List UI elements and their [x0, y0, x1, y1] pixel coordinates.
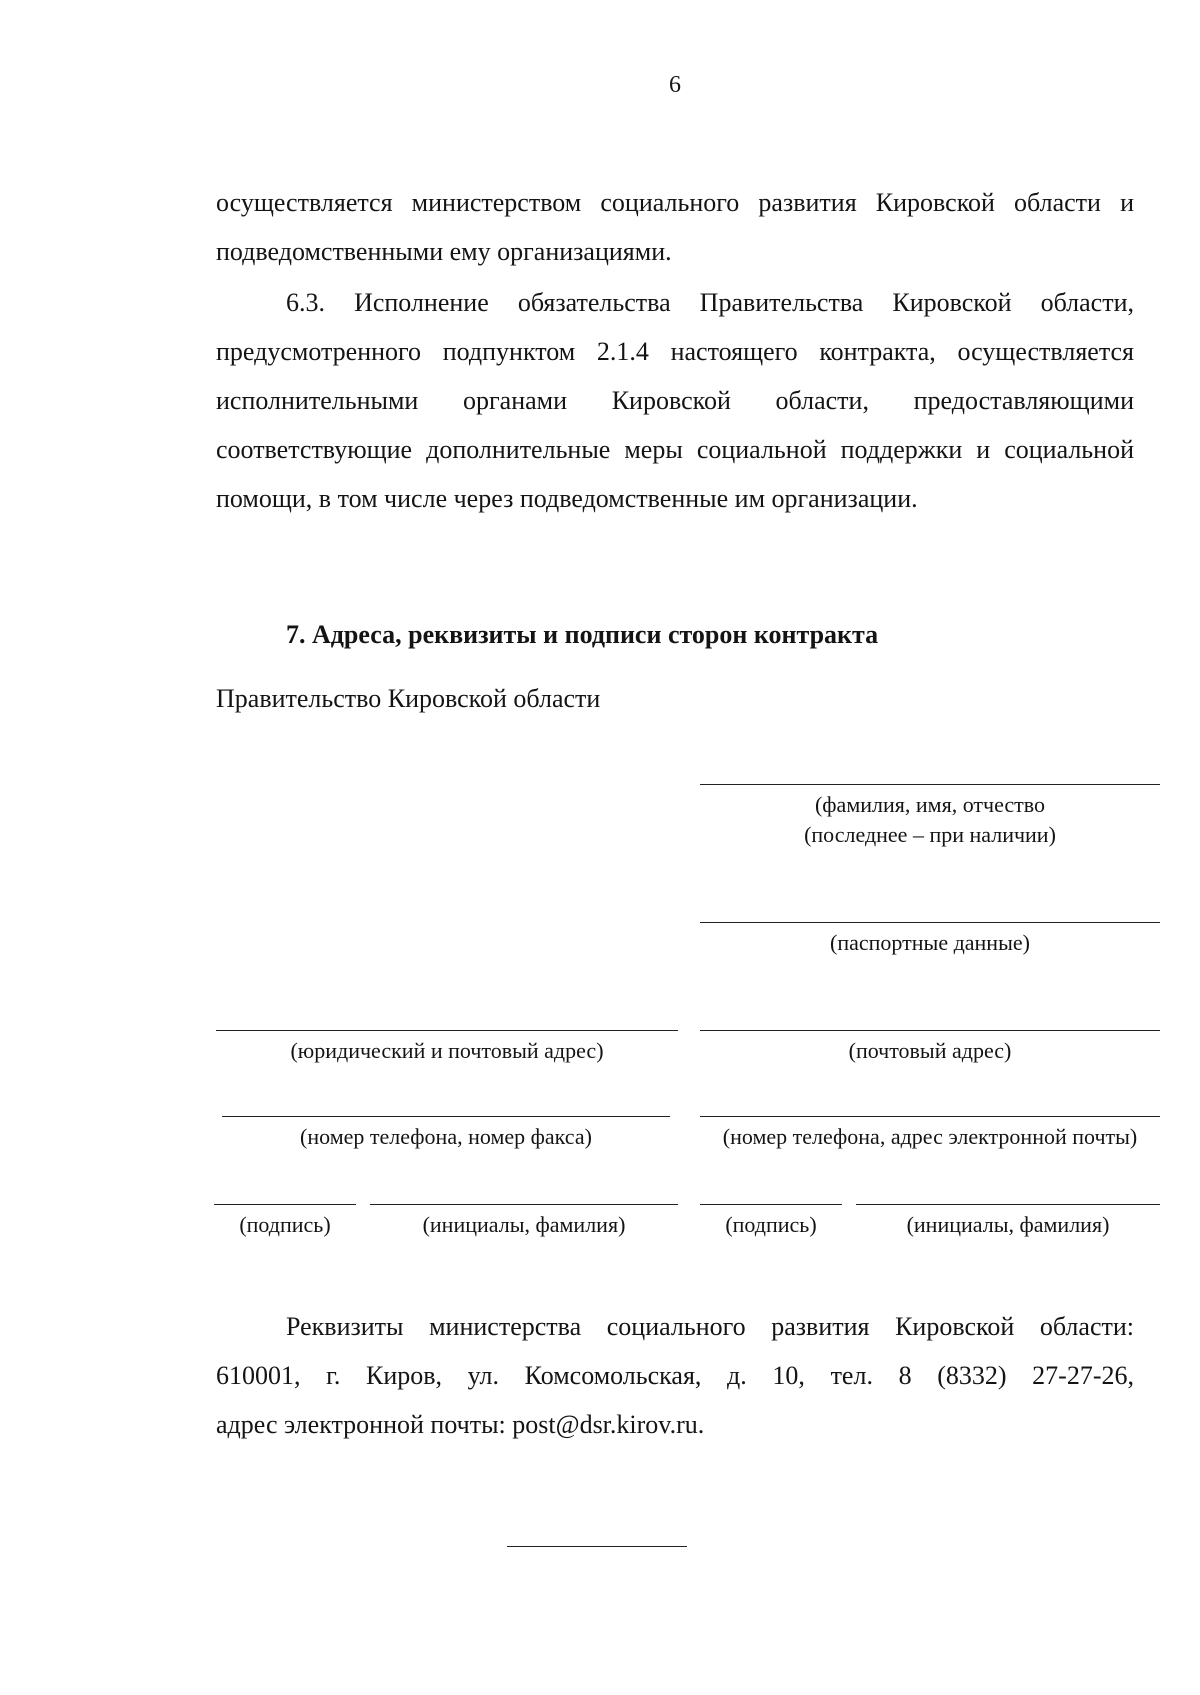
left-signature-caption: (подпись) [239, 1212, 331, 1237]
right-initials-caption: (инициалы, фамилия) [906, 1212, 1110, 1237]
name-field-caption-line1: (фамилия, имя, отчество [814, 792, 1046, 817]
name-field [700, 784, 1160, 850]
page-number: 6 [669, 72, 681, 98]
passport-field [700, 922, 1160, 958]
phone-email-caption: (номер телефона, адрес электронной почты) [722, 1124, 1138, 1149]
ministry-requisites [216, 1302, 1134, 1449]
legal-address-field [216, 1030, 678, 1066]
paragraph-6-3: 6.3. Исполнение обязательства Правительства Кировской области, предусмотренного подпунктом 2.1.4 настоящего контракта, осуществляется исполнительными органами Кировской области, предоставляющими соответствующие дополнительные меры социальной поддержки и социальной помощи, в том числе через подведомственные им организации. [216, 288, 1134, 513]
right-signature-field [700, 1204, 842, 1240]
left-initials-field [370, 1204, 678, 1240]
requisites-line-1: Реквизиты министерства социального развития Кировской области: [286, 1312, 1134, 1341]
right-signature-caption: (подпись) [725, 1212, 817, 1237]
party-name-government: Правительство Кировской области [216, 684, 601, 713]
left-initials-caption: (инициалы, фамилия) [422, 1212, 626, 1237]
section-heading: 7. Адреса, реквизиты и подписи сторон контракта [286, 620, 879, 649]
right-initials-field [856, 1204, 1160, 1240]
passport-field-caption: (паспортные данные) [830, 930, 1030, 955]
end-of-document-rule [507, 1546, 687, 1547]
legal-address-caption: (юридический и почтовый адрес) [290, 1038, 604, 1063]
postal-address-field [700, 1030, 1160, 1066]
requisites-line-2: 610001, г. Киров, ул. Комсомольская, д. 10, тел. 8 (8332) 27-27-26, [216, 1361, 1134, 1390]
phone-fax-caption: (номер телефона, номер факса) [300, 1124, 592, 1149]
left-signature-field [214, 1204, 356, 1240]
paragraph-continuation: осуществляется министерством социального развития Кировской области и подведомственными ему организациями. [216, 188, 1134, 266]
phone-email-field [700, 1116, 1160, 1152]
phone-fax-field [222, 1116, 670, 1152]
requisites-line-3: адрес электронной почты: post@dsr.kirov.ru. [216, 1410, 705, 1439]
name-field-caption-line2: (последнее – при наличии) [804, 822, 1056, 847]
postal-address-caption: (почтовый адрес) [848, 1038, 1012, 1063]
